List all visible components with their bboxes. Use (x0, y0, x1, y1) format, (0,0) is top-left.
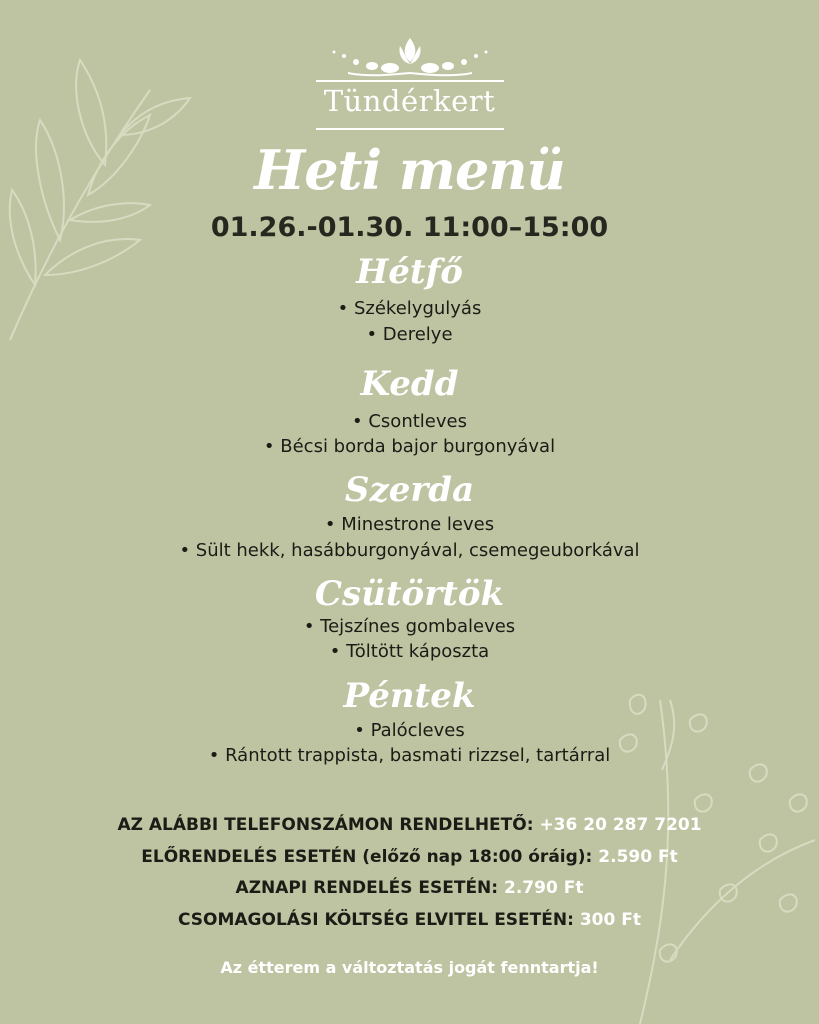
sameday-price: 2.790 Ft (504, 878, 584, 898)
day-heading-thursday: Csütörtök (314, 574, 505, 614)
menu-item: • Sült hekk, hasábburgonyával, csemegeuborkával (179, 540, 640, 561)
top-rule (316, 80, 504, 82)
menu-item: • Minestrone leves (324, 514, 495, 535)
packaging-price: 300 Ft (579, 910, 641, 930)
preorder-price: 2.590 Ft (598, 847, 678, 867)
menu-item: • Székelygulyás (337, 298, 482, 319)
menu-item: • Palócleves (354, 720, 465, 741)
menu-item: • Tejszínes gombaleves (303, 616, 516, 637)
date-time-range: 01.26.-01.30. 11:00–15:00 (210, 212, 609, 243)
menu-item: • Csontleves (352, 411, 467, 432)
preorder-line (0, 847, 819, 867)
page-title: Heti menü (254, 138, 565, 202)
preorder-label: ELŐRENDELÉS ESETÉN (előző nap 18:00 óráig): (141, 847, 593, 867)
menu-item: • Bécsi borda bajor burgonyával (263, 436, 556, 457)
day-heading-tuesday: Kedd (360, 364, 459, 404)
sameday-label: AZNAPI RENDELÉS ESETÉN: (235, 878, 499, 898)
packaging-label: CSOMAGOLÁSI KÖLTSÉG ELVITEL ESETÉN: (178, 910, 574, 930)
brand-name: Tündérkert (323, 84, 496, 118)
packaging-line (0, 910, 819, 930)
phone-line (0, 815, 819, 835)
disclaimer: Az étterem a változtatás jogát fenntartja! (220, 958, 599, 977)
menu-item: • Derelye (366, 324, 453, 345)
menu-item: • Rántott trappista, basmati rizzsel, tartárral (208, 745, 611, 766)
phone-number[interactable]: +36 20 287 7201 (539, 815, 702, 835)
day-heading-friday: Péntek (343, 676, 476, 716)
day-heading-wednesday: Szerda (344, 470, 475, 510)
day-heading-monday: Hétfő (356, 252, 463, 292)
phone-label: AZ ALÁBBI TELEFONSZÁMON RENDELHETŐ: (117, 815, 534, 835)
menu-item: • Töltött káposzta (329, 641, 490, 662)
sameday-line (0, 878, 819, 898)
bottom-rule (316, 128, 504, 130)
floral-ornament-icon (328, 36, 492, 80)
